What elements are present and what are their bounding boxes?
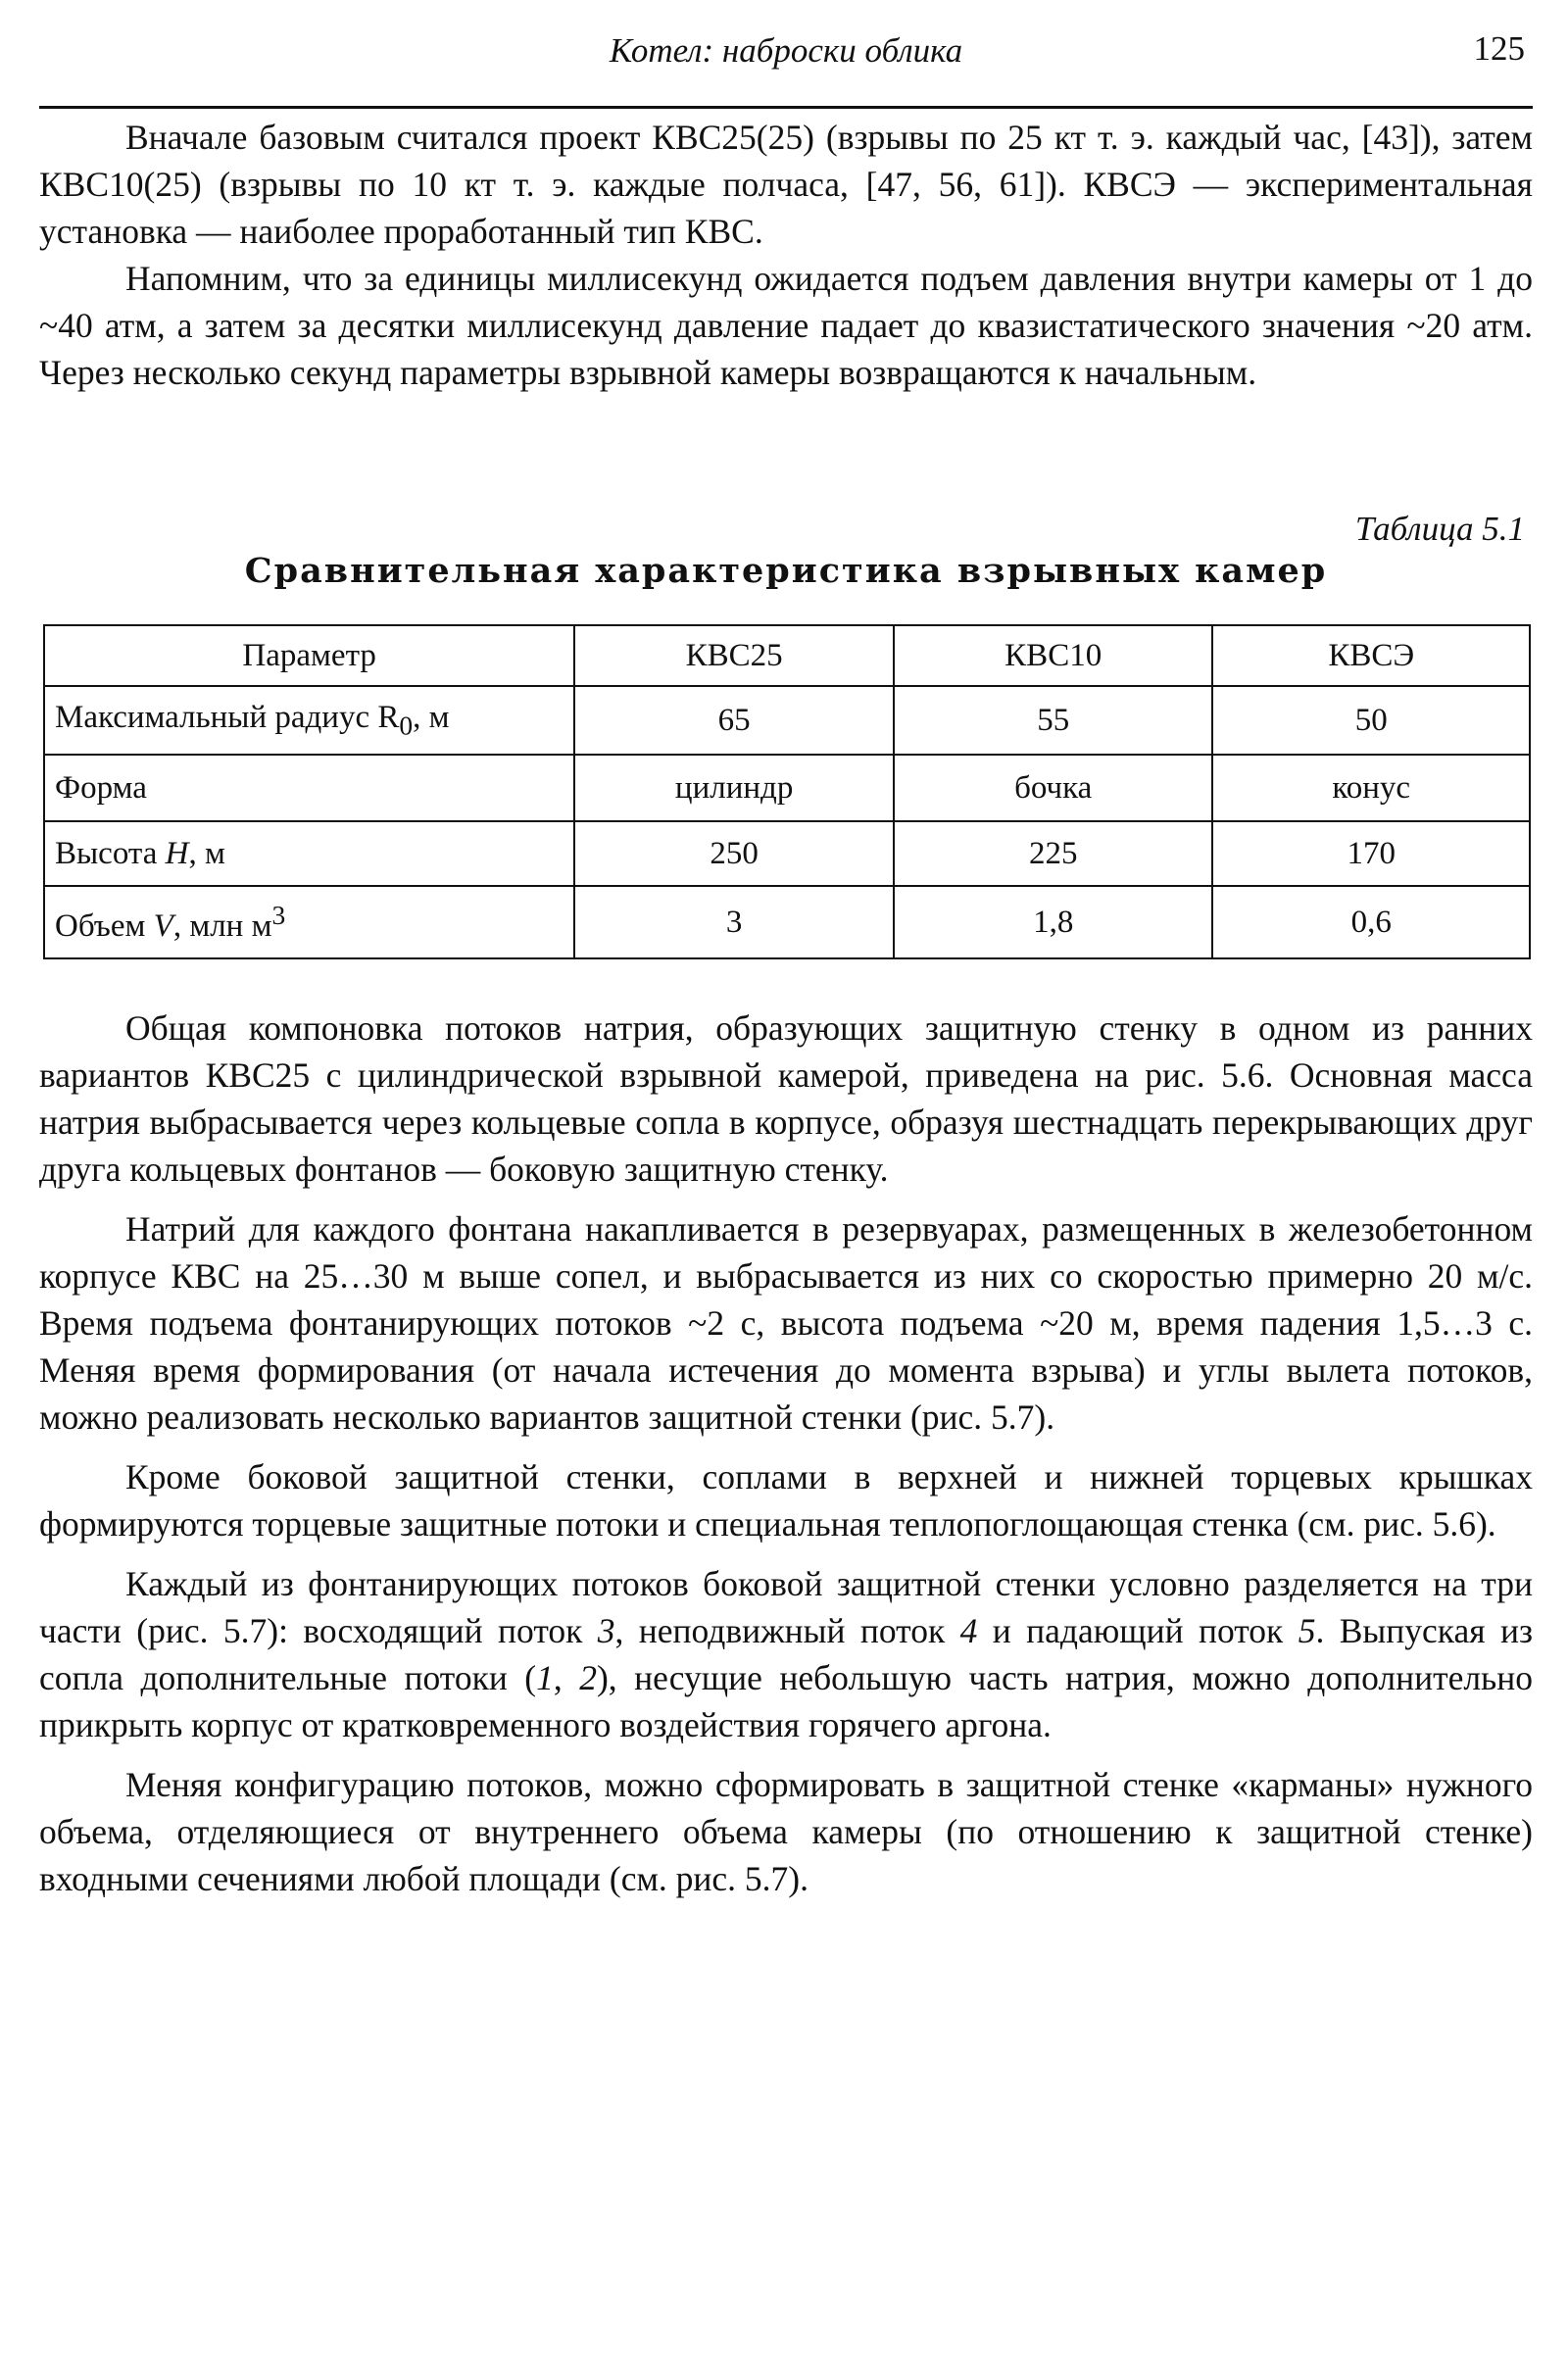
running-head-title: Котел: наброски облика — [609, 31, 963, 70]
table-cell: 170 — [1212, 821, 1530, 886]
paragraph: Напомним, что за единицы миллисекунд ожидается подъем давления внутри камеры от 1 до ~40 атм, а затем за десятки миллисекунд давление падает до квазистатического значения ~20 атм. Через несколько секунд параметры взрывной камеры возвращаются к начальным. — [39, 259, 1533, 392]
running-head — [39, 29, 1533, 78]
table-caption: Таблица 5.1 — [1354, 510, 1525, 548]
page-number: 125 — [1473, 29, 1525, 68]
param-symbol: H — [165, 835, 189, 871]
table-header-cell: КВСЭ — [1212, 625, 1530, 686]
param-tail: , м — [188, 835, 225, 871]
table-cell: 55 — [894, 686, 1213, 755]
table-cell: 225 — [894, 821, 1213, 886]
comparison-table — [43, 624, 1531, 959]
paragraph-text: и падающий поток — [977, 1611, 1298, 1650]
flow-number: 5 — [1298, 1611, 1316, 1650]
table-row — [44, 886, 1530, 958]
flow-number: 2 — [579, 1658, 597, 1697]
table-cell: бочка — [894, 755, 1213, 821]
table-param-cell — [44, 821, 574, 886]
table-cell: 0,6 — [1212, 886, 1530, 958]
flow-number: 3 — [597, 1611, 615, 1650]
table-header-cell: Параметр — [44, 625, 574, 686]
param-text: Форма — [55, 769, 147, 806]
paragraph: Вначале базовым считался проект КВС25(25) (взрывы по 25 кт т. э. каждый час, [43]), затем КВС10(25) (взрывы по 10 кт т. э. каждые полчаса, [47, 56, 61]). КВСЭ — экспериментальная установка — наиболее проработанный тип КВС. — [39, 118, 1533, 251]
paragraph-text: , — [553, 1658, 580, 1697]
header-rule — [39, 106, 1533, 109]
param-text: Высота — [55, 835, 166, 871]
paragraph: Общая компоновка потоков натрия, образующих защитную стенку в одном из ранних вариантов КВС25 с цилиндрической взрывной камерой, приведена на рис. 5.6. Основная масса натрия выбрасывается через кольцевые сопла в корпусе, образуя шестнадцать перекрывающих друг друга кольцевых фонтанов — боковую защитную стенку. — [39, 1008, 1533, 1189]
table-cell: 3 — [574, 886, 894, 958]
param-symbol: V — [153, 908, 173, 944]
paragraph: Натрий для каждого фонтана накапливается в резервуарах, размещенных в железобетонном корпусе КВС на 25…30 м выше сопел, и выбрасывается из них со скоростью примерно 20 м/с. Время подъема фонтанирующих потоков ~2 с, высота подъема ~20 м, время падения 1,5…3 с. Меняя время формирования (от начала истечения до момента взрыва) и углы вылета потоков, можно реализовать несколько вариантов защитной стенки (рис. 5.7). — [39, 1209, 1533, 1437]
flow-number: 4 — [959, 1611, 978, 1650]
paragraph — [39, 1560, 1533, 1748]
table-header-cell: КВС10 — [894, 625, 1213, 686]
table-cell: 250 — [574, 821, 894, 886]
table-param-cell — [44, 686, 574, 755]
param-text: Объем — [55, 908, 154, 944]
paragraph-text: Каждый из фонтанирующих потоков боковой защитной стенки условно разделяется на три части (рис. 5.7): восходящий поток — [39, 1564, 1533, 1650]
table-cell: 50 — [1212, 686, 1530, 755]
param-superscript: 3 — [271, 900, 286, 930]
param-tail: , м — [413, 699, 450, 735]
param-text: Максимальный радиус R — [55, 699, 400, 735]
paragraph-text: ), несущие небольшую часть натрия, можно дополнительно прикрыть корпус от кратковременного воздействия горячего аргона. — [39, 1658, 1533, 1744]
table-row — [44, 755, 1530, 821]
table-cell: конус — [1212, 755, 1530, 821]
table-header-row — [44, 625, 1530, 686]
paragraph-text: . Выпуская из сопла дополнительные потоки ( — [39, 1611, 1533, 1697]
paragraph-text: , неподвижный поток — [614, 1611, 960, 1650]
table-row — [44, 686, 1530, 755]
flow-number: 1 — [536, 1658, 554, 1697]
table-cell: 65 — [574, 686, 894, 755]
table-cell: цилиндр — [574, 755, 894, 821]
table-row — [44, 821, 1530, 886]
table-param-cell — [44, 886, 574, 958]
table-header-cell: КВС25 — [574, 625, 894, 686]
text-block-top — [39, 114, 1533, 396]
paragraph: Кроме боковой защитной стенки, соплами в верхней и нижней торцевых крышках формируются торцевые защитные потоки и специальная теплопоглощающая стенка (см. рис. 5.6). — [39, 1457, 1533, 1544]
table-param-cell — [44, 755, 574, 821]
param-tail: , млн м — [172, 908, 272, 944]
table-title: Сравнительная характеристика взрывных камер — [244, 551, 1328, 591]
text-block-bottom — [39, 1005, 1533, 1915]
paragraph: Меняя конфигурацию потоков, можно сформировать в защитной стенке «карманы» нужного объема, отделяющиеся от внутреннего объема камеры (по отношению к защитной стенке) входными сечениями любой площади (см. рис. 5.7). — [39, 1765, 1533, 1898]
param-subscript: 0 — [399, 710, 414, 741]
table-cell: 1,8 — [894, 886, 1213, 958]
